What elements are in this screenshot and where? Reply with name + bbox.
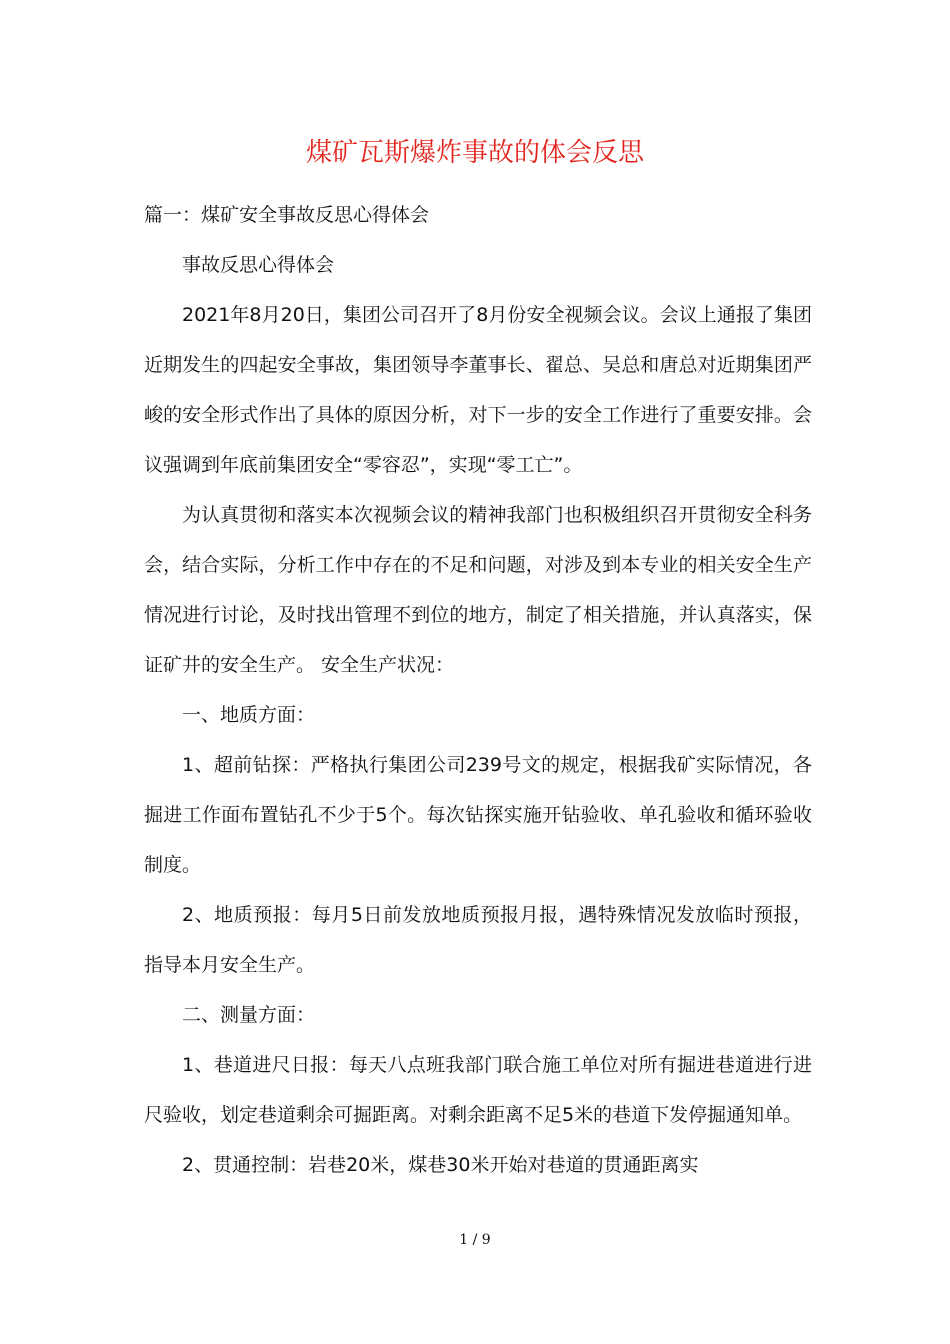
paragraph-4: 为认真贯彻和落实本次视频会议的精神我部门也积极组织召开贯彻安全科务会，结合实际，分析工作中存在的不足和问题，对涉及到本专业的相关安全生产情况进行讨论，及时找出管理不到位的地方，制定了相关措施，并认真落实，保证矿井的安全生产。 安全生产状况： — [144, 504, 812, 676]
paragraph-5: 一、地质方面： — [182, 704, 316, 726]
paragraph-10: 2、贯通控制：岩巷20米，煤巷30米开始对巷道的贯通距离实 — [182, 1154, 699, 1176]
paragraph-9: 1、巷道进尺日报：每天八点班我部门联合施工单位对所有掘进巷道进行进尺验收，划定巷道剩余可掘距离。对剩余距离不足5米的巷道下发停掘通知单。 — [144, 1054, 812, 1126]
paragraph-7: 2、地质预报：每月5日前发放地质预报月报，遇特殊情况发放临时预报，指导本月安全生产。 — [144, 904, 812, 976]
paragraph-2: 事故反思心得体会 — [182, 254, 335, 276]
paragraph-1: 篇一：煤矿安全事故反思心得体会 — [144, 204, 430, 226]
paragraph-8: 二、测量方面： — [182, 1004, 316, 1026]
document-title: 煤矿瓦斯爆炸事故的体会反思 — [305, 138, 644, 168]
page-number: 1 / 9 — [459, 1232, 491, 1248]
document-body — [144, 190, 812, 1190]
paragraph-6: 1、超前钻探：严格执行集团公司239号文的规定，根据我矿实际情况，各掘进工作面布置钻孔不少于5个。每次钻探实施开钻验收、单孔验收和循环验收制度。 — [144, 754, 812, 876]
paragraph-3: 2021年8月20日，集团公司召开了8月份安全视频会议。会议上通报了集团近期发生的四起安全事故，集团领导李董事长、翟总、吴总和唐总对近期集团严峻的安全形式作出了具体的原因分析，对下一步的安全工作进行了重要安排。会议强调到年底前集团安全“零容忍”，实现“零工亡”。 — [144, 304, 812, 476]
